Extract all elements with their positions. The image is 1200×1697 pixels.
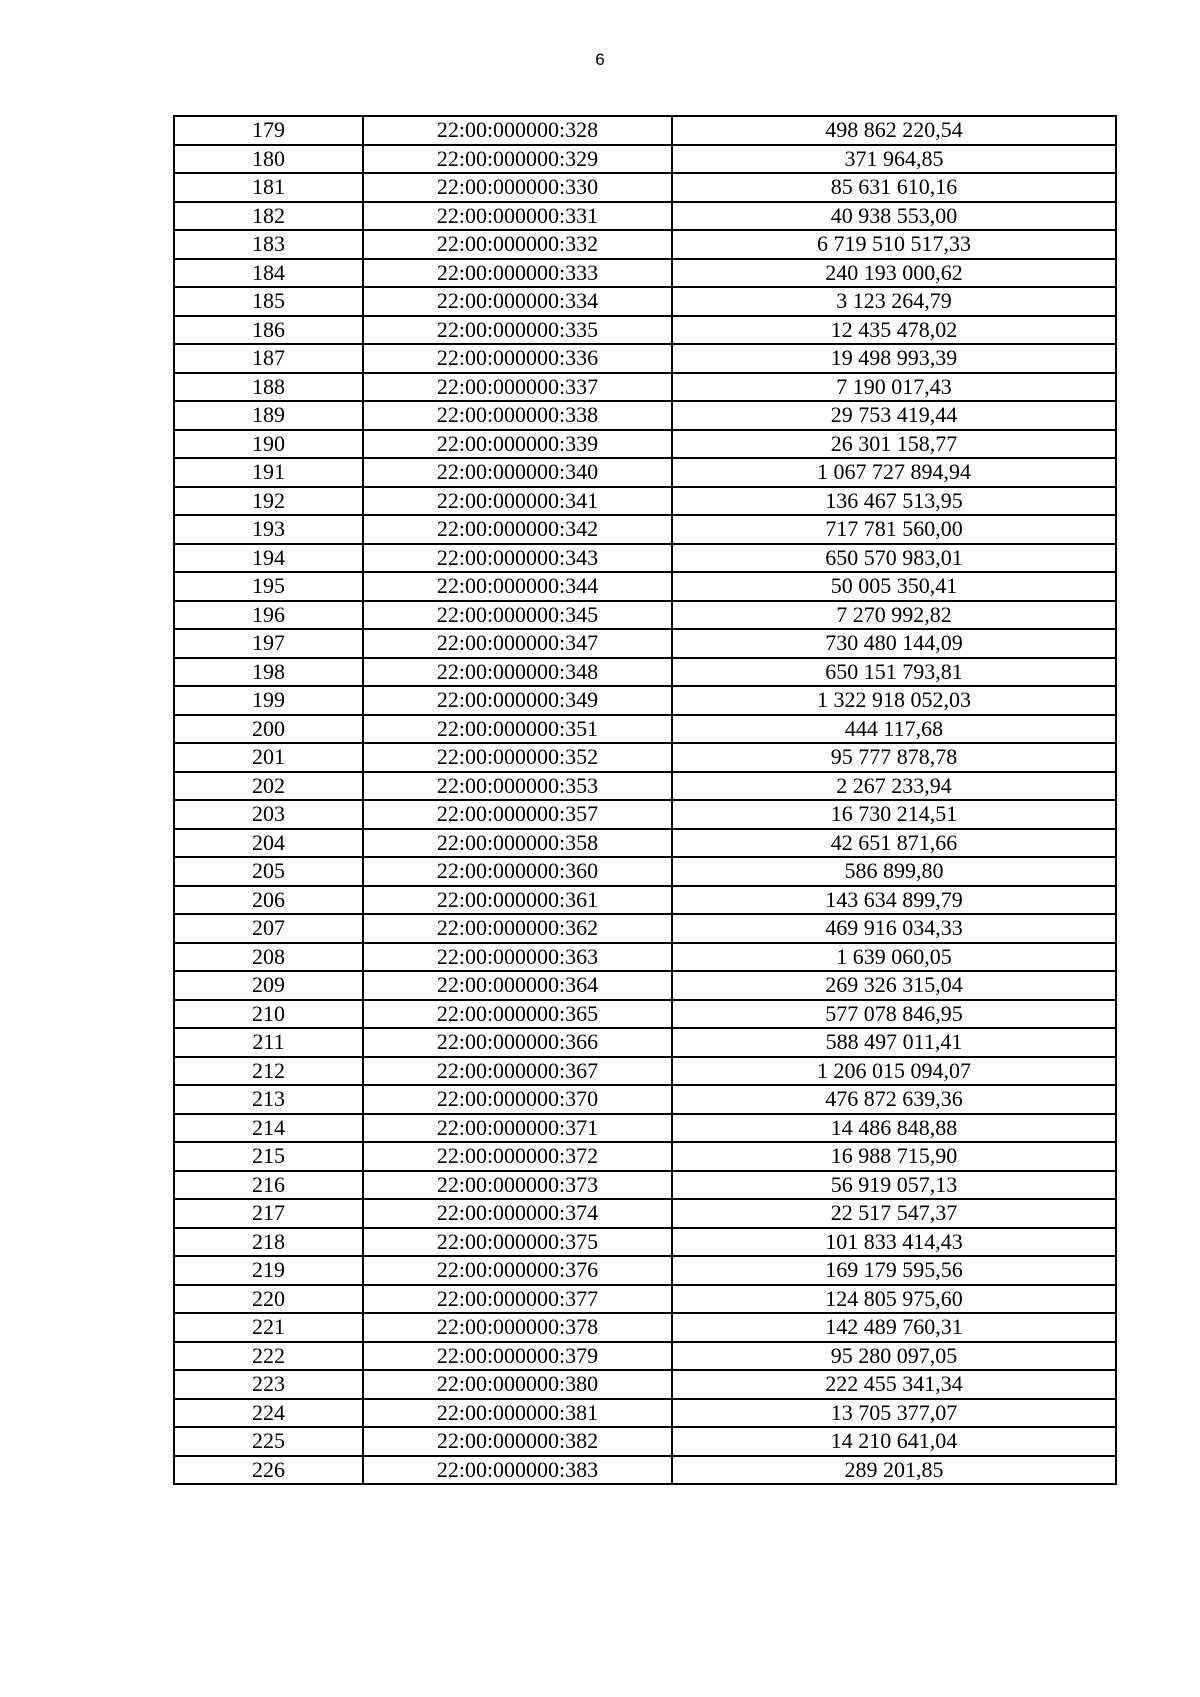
- cadastral-number-cell: 22:00:000000:379: [363, 1342, 672, 1371]
- value-cell: 444 117,68: [672, 715, 1116, 744]
- value-cell: 650 151 793,81: [672, 658, 1116, 687]
- row-number-cell: 191: [174, 458, 363, 487]
- cadastral-number-cell: 22:00:000000:367: [363, 1057, 672, 1086]
- cadastral-number-cell: 22:00:000000:328: [363, 116, 672, 145]
- cadastral-number-cell: 22:00:000000:348: [363, 658, 672, 687]
- row-number-cell: 218: [174, 1228, 363, 1257]
- cadastral-number-cell: 22:00:000000:376: [363, 1256, 672, 1285]
- value-cell: 142 489 760,31: [672, 1313, 1116, 1342]
- value-cell: 19 498 993,39: [672, 344, 1116, 373]
- table-row: [174, 458, 1116, 487]
- cadastral-number-cell: 22:00:000000:332: [363, 230, 672, 259]
- table-row: [174, 544, 1116, 573]
- value-cell: 26 301 158,77: [672, 430, 1116, 459]
- table-row: [174, 886, 1116, 915]
- value-cell: 650 570 983,01: [672, 544, 1116, 573]
- table-row: [174, 1399, 1116, 1428]
- cadastral-number-cell: 22:00:000000:337: [363, 373, 672, 402]
- cadastral-number-cell: 22:00:000000:351: [363, 715, 672, 744]
- cadastral-number-cell: 22:00:000000:375: [363, 1228, 672, 1257]
- cadastral-number-cell: 22:00:000000:349: [363, 686, 672, 715]
- cadastral-number-cell: 22:00:000000:381: [363, 1399, 672, 1428]
- value-cell: 12 435 478,02: [672, 316, 1116, 345]
- cadastral-number-cell: 22:00:000000:357: [363, 800, 672, 829]
- value-cell: 6 719 510 517,33: [672, 230, 1116, 259]
- table-row: [174, 1228, 1116, 1257]
- cadastral-number-cell: 22:00:000000:329: [363, 145, 672, 174]
- value-cell: 14 210 641,04: [672, 1427, 1116, 1456]
- table-row: [174, 1085, 1116, 1114]
- table-row: [174, 1342, 1116, 1371]
- value-cell: 1 206 015 094,07: [672, 1057, 1116, 1086]
- table-row: [174, 686, 1116, 715]
- cadastral-number-cell: 22:00:000000:366: [363, 1028, 672, 1057]
- value-cell: 2 267 233,94: [672, 772, 1116, 801]
- value-cell: 588 497 011,41: [672, 1028, 1116, 1057]
- row-number-cell: 205: [174, 857, 363, 886]
- row-number-cell: 209: [174, 971, 363, 1000]
- data-table: [173, 115, 1117, 1485]
- cadastral-number-cell: 22:00:000000:345: [363, 601, 672, 630]
- value-cell: 85 631 610,16: [672, 173, 1116, 202]
- table-row: [174, 914, 1116, 943]
- table-row: [174, 800, 1116, 829]
- value-cell: 476 872 639,36: [672, 1085, 1116, 1114]
- table-row: [174, 116, 1116, 145]
- cadastral-number-cell: 22:00:000000:333: [363, 259, 672, 288]
- table-row: [174, 430, 1116, 459]
- row-number-cell: 179: [174, 116, 363, 145]
- value-cell: 124 805 975,60: [672, 1285, 1116, 1314]
- table-row: [174, 1285, 1116, 1314]
- row-number-cell: 200: [174, 715, 363, 744]
- row-number-cell: 226: [174, 1456, 363, 1485]
- value-cell: 222 455 341,34: [672, 1370, 1116, 1399]
- row-number-cell: 208: [174, 943, 363, 972]
- row-number-cell: 202: [174, 772, 363, 801]
- row-number-cell: 188: [174, 373, 363, 402]
- value-cell: 3 123 264,79: [672, 287, 1116, 316]
- cadastral-number-cell: 22:00:000000:340: [363, 458, 672, 487]
- value-cell: 169 179 595,56: [672, 1256, 1116, 1285]
- row-number-cell: 184: [174, 259, 363, 288]
- cadastral-number-cell: 22:00:000000:336: [363, 344, 672, 373]
- row-number-cell: 215: [174, 1142, 363, 1171]
- table-row: [174, 943, 1116, 972]
- table-row: [174, 971, 1116, 1000]
- row-number-cell: 194: [174, 544, 363, 573]
- table-row: [174, 1456, 1116, 1485]
- table-row: [174, 515, 1116, 544]
- value-cell: 101 833 414,43: [672, 1228, 1116, 1257]
- value-cell: 13 705 377,07: [672, 1399, 1116, 1428]
- value-cell: 577 078 846,95: [672, 1000, 1116, 1029]
- row-number-cell: 193: [174, 515, 363, 544]
- value-cell: 7 190 017,43: [672, 373, 1116, 402]
- table-row: [174, 1028, 1116, 1057]
- value-cell: 14 486 848,88: [672, 1114, 1116, 1143]
- cadastral-number-cell: 22:00:000000:374: [363, 1199, 672, 1228]
- row-number-cell: 185: [174, 287, 363, 316]
- table-row: [174, 1199, 1116, 1228]
- row-number-cell: 216: [174, 1171, 363, 1200]
- table-row: [174, 202, 1116, 231]
- table-row: [174, 829, 1116, 858]
- value-cell: 143 634 899,79: [672, 886, 1116, 915]
- row-number-cell: 212: [174, 1057, 363, 1086]
- cadastral-number-cell: 22:00:000000:352: [363, 743, 672, 772]
- row-number-cell: 224: [174, 1399, 363, 1428]
- table-row: [174, 629, 1116, 658]
- row-number-cell: 198: [174, 658, 363, 687]
- row-number-cell: 213: [174, 1085, 363, 1114]
- value-cell: 22 517 547,37: [672, 1199, 1116, 1228]
- cadastral-number-cell: 22:00:000000:338: [363, 401, 672, 430]
- row-number-cell: 222: [174, 1342, 363, 1371]
- table-row: [174, 1171, 1116, 1200]
- value-cell: 498 862 220,54: [672, 116, 1116, 145]
- cadastral-number-cell: 22:00:000000:360: [363, 857, 672, 886]
- table-row: [174, 173, 1116, 202]
- row-number-cell: 210: [174, 1000, 363, 1029]
- row-number-cell: 196: [174, 601, 363, 630]
- table-row: [174, 715, 1116, 744]
- table-row: [174, 316, 1116, 345]
- table-body: [174, 116, 1116, 1484]
- value-cell: 16 730 214,51: [672, 800, 1116, 829]
- value-cell: 289 201,85: [672, 1456, 1116, 1485]
- table-row: [174, 743, 1116, 772]
- cadastral-number-cell: 22:00:000000:362: [363, 914, 672, 943]
- row-number-cell: 220: [174, 1285, 363, 1314]
- table-row: [174, 658, 1116, 687]
- row-number-cell: 197: [174, 629, 363, 658]
- value-cell: 40 938 553,00: [672, 202, 1116, 231]
- cadastral-number-cell: 22:00:000000:365: [363, 1000, 672, 1029]
- cadastral-number-cell: 22:00:000000:361: [363, 886, 672, 915]
- cadastral-number-cell: 22:00:000000:334: [363, 287, 672, 316]
- cadastral-number-cell: 22:00:000000:380: [363, 1370, 672, 1399]
- value-cell: 95 280 097,05: [672, 1342, 1116, 1371]
- row-number-cell: 221: [174, 1313, 363, 1342]
- table-row: [174, 1057, 1116, 1086]
- row-number-cell: 217: [174, 1199, 363, 1228]
- row-number-cell: 183: [174, 230, 363, 259]
- table-row: [174, 145, 1116, 174]
- row-number-cell: 195: [174, 572, 363, 601]
- cadastral-number-cell: 22:00:000000:363: [363, 943, 672, 972]
- cadastral-number-cell: 22:00:000000:364: [363, 971, 672, 1000]
- value-cell: 730 480 144,09: [672, 629, 1116, 658]
- table-row: [174, 857, 1116, 886]
- page-number: 6: [595, 50, 605, 69]
- cadastral-number-cell: 22:00:000000:342: [363, 515, 672, 544]
- row-number-cell: 192: [174, 487, 363, 516]
- value-cell: 95 777 878,78: [672, 743, 1116, 772]
- cadastral-number-cell: 22:00:000000:382: [363, 1427, 672, 1456]
- row-number-cell: 189: [174, 401, 363, 430]
- value-cell: 29 753 419,44: [672, 401, 1116, 430]
- row-number-cell: 223: [174, 1370, 363, 1399]
- row-number-cell: 182: [174, 202, 363, 231]
- table-row: [174, 1142, 1116, 1171]
- cadastral-number-cell: 22:00:000000:383: [363, 1456, 672, 1485]
- cadastral-number-cell: 22:00:000000:330: [363, 173, 672, 202]
- row-number-cell: 225: [174, 1427, 363, 1456]
- value-cell: 16 988 715,90: [672, 1142, 1116, 1171]
- row-number-cell: 211: [174, 1028, 363, 1057]
- table-row: [174, 287, 1116, 316]
- value-cell: 586 899,80: [672, 857, 1116, 886]
- value-cell: 240 193 000,62: [672, 259, 1116, 288]
- row-number-cell: 181: [174, 173, 363, 202]
- cadastral-number-cell: 22:00:000000:343: [363, 544, 672, 573]
- row-number-cell: 180: [174, 145, 363, 174]
- value-cell: 1 067 727 894,94: [672, 458, 1116, 487]
- cadastral-number-cell: 22:00:000000:370: [363, 1085, 672, 1114]
- cadastral-number-cell: 22:00:000000:341: [363, 487, 672, 516]
- value-cell: 371 964,85: [672, 145, 1116, 174]
- table-row: [174, 401, 1116, 430]
- value-cell: 469 916 034,33: [672, 914, 1116, 943]
- cadastral-number-cell: 22:00:000000:347: [363, 629, 672, 658]
- value-cell: 717 781 560,00: [672, 515, 1116, 544]
- cadastral-number-cell: 22:00:000000:372: [363, 1142, 672, 1171]
- row-number-cell: 219: [174, 1256, 363, 1285]
- value-cell: 56 919 057,13: [672, 1171, 1116, 1200]
- cadastral-number-cell: 22:00:000000:339: [363, 430, 672, 459]
- table-row: [174, 1000, 1116, 1029]
- table-row: [174, 601, 1116, 630]
- value-cell: 50 005 350,41: [672, 572, 1116, 601]
- table-row: [174, 1256, 1116, 1285]
- table-row: [174, 344, 1116, 373]
- cadastral-number-cell: 22:00:000000:378: [363, 1313, 672, 1342]
- row-number-cell: 214: [174, 1114, 363, 1143]
- table-row: [174, 373, 1116, 402]
- row-number-cell: 201: [174, 743, 363, 772]
- cadastral-number-cell: 22:00:000000:358: [363, 829, 672, 858]
- row-number-cell: 206: [174, 886, 363, 915]
- row-number-cell: 207: [174, 914, 363, 943]
- table-row: [174, 1370, 1116, 1399]
- row-number-cell: 199: [174, 686, 363, 715]
- cadastral-number-cell: 22:00:000000:371: [363, 1114, 672, 1143]
- value-cell: 42 651 871,66: [672, 829, 1116, 858]
- value-cell: 1 639 060,05: [672, 943, 1116, 972]
- table-row: [174, 487, 1116, 516]
- cadastral-number-cell: 22:00:000000:335: [363, 316, 672, 345]
- table-row: [174, 230, 1116, 259]
- value-cell: 1 322 918 052,03: [672, 686, 1116, 715]
- cadastral-number-cell: 22:00:000000:373: [363, 1171, 672, 1200]
- row-number-cell: 186: [174, 316, 363, 345]
- table-row: [174, 1427, 1116, 1456]
- value-cell: 7 270 992,82: [672, 601, 1116, 630]
- cadastral-number-cell: 22:00:000000:353: [363, 772, 672, 801]
- value-cell: 269 326 315,04: [672, 971, 1116, 1000]
- cadastral-number-cell: 22:00:000000:377: [363, 1285, 672, 1314]
- table-row: [174, 572, 1116, 601]
- table-row: [174, 1114, 1116, 1143]
- row-number-cell: 204: [174, 829, 363, 858]
- table-row: [174, 1313, 1116, 1342]
- value-cell: 136 467 513,95: [672, 487, 1116, 516]
- row-number-cell: 203: [174, 800, 363, 829]
- row-number-cell: 187: [174, 344, 363, 373]
- row-number-cell: 190: [174, 430, 363, 459]
- cadastral-number-cell: 22:00:000000:331: [363, 202, 672, 231]
- table-row: [174, 772, 1116, 801]
- table-row: [174, 259, 1116, 288]
- cadastral-number-cell: 22:00:000000:344: [363, 572, 672, 601]
